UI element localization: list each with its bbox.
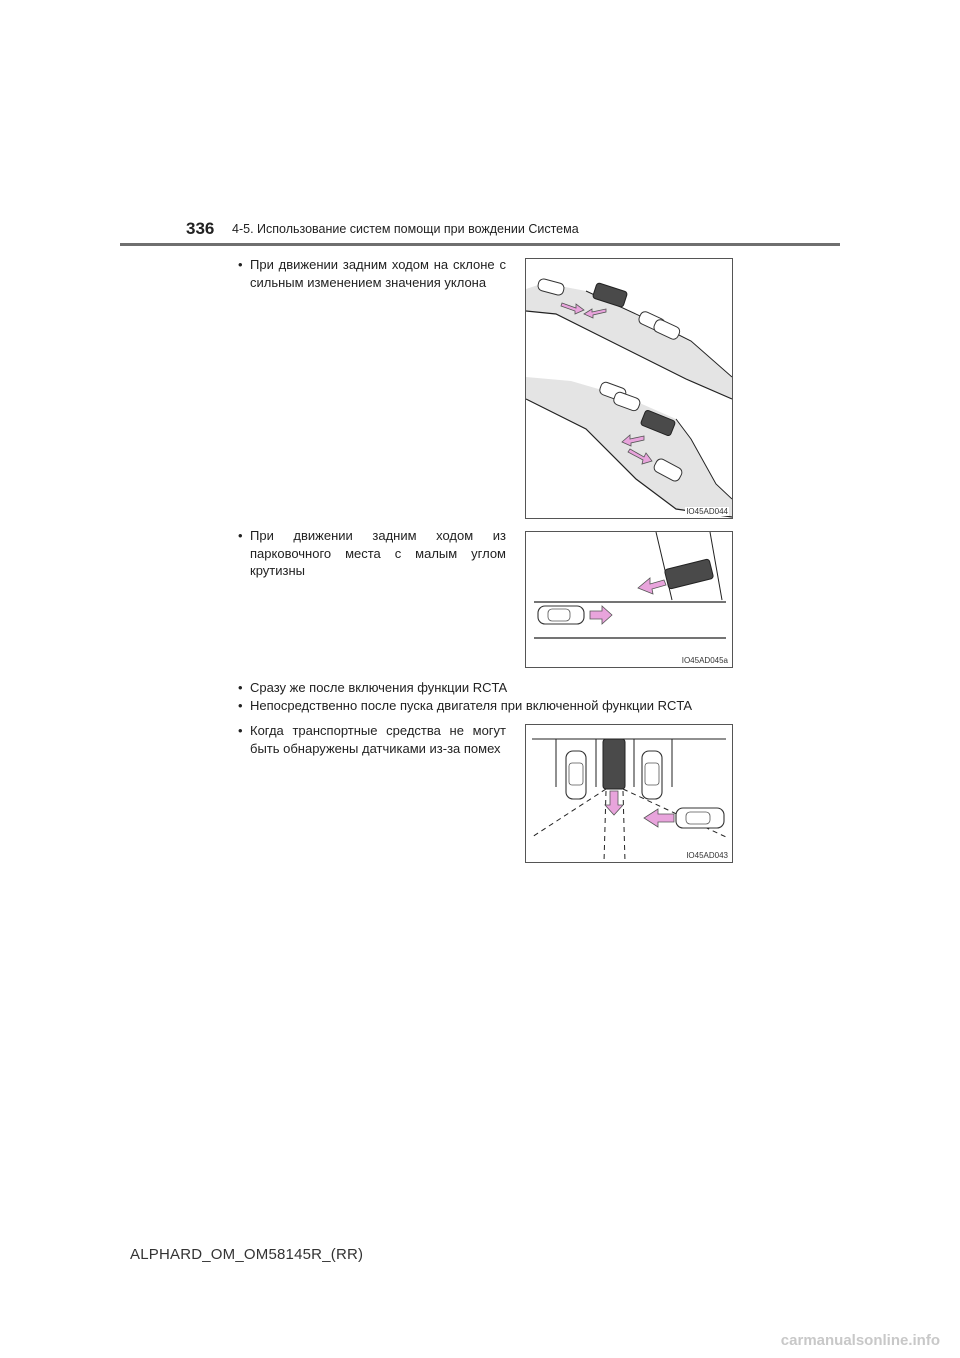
bullet-text: При движении задним ходом из парковочного места с малым углом крутизны — [250, 528, 506, 578]
slope-illustration — [526, 259, 732, 518]
figure-code: IO45AD043 — [686, 851, 728, 860]
parking-line — [710, 532, 722, 600]
figure-parking-angle — [525, 531, 733, 668]
van-icon — [664, 559, 713, 590]
bullet-marker: • — [238, 698, 243, 713]
list-item — [238, 527, 506, 580]
watermark: carmanualsonline.info — [780, 1332, 940, 1349]
bullet-text: При движении задним ходом на склоне с сильным изменением значения уклона — [250, 257, 506, 290]
pink-arrow-icon — [590, 606, 612, 624]
car-icon — [642, 751, 662, 799]
figure-code: IO45AD045a — [681, 656, 728, 665]
bullet-text: Сразу же после включения функции RCTA — [250, 680, 508, 695]
car-icon — [566, 751, 586, 799]
figure-obstructed-sensors — [525, 724, 733, 863]
bullet-marker: • — [238, 257, 243, 272]
list-item — [238, 722, 506, 757]
page-number: 336 — [186, 219, 215, 238]
van-icon — [603, 739, 625, 789]
list-item — [238, 256, 506, 291]
bullet-marker: • — [238, 528, 243, 543]
list-item — [238, 679, 728, 697]
pink-arrow-icon — [605, 791, 623, 815]
car-icon — [676, 808, 724, 828]
figure-slope — [525, 258, 733, 519]
parking-line — [656, 532, 672, 600]
list-item — [238, 697, 728, 715]
bullet-marker: • — [238, 723, 243, 738]
obstructed-sensors-illustration — [526, 725, 732, 862]
document-code: ALPHARD_OM_OM58145R_(RR) — [130, 1246, 364, 1263]
header-divider — [120, 243, 840, 246]
bullet-text: Когда транспортные средства не могут быть обнаружены датчиками из-за помех — [250, 723, 506, 756]
pink-arrow-icon — [644, 809, 674, 827]
pink-arrow-icon — [638, 578, 666, 594]
bullet-text: Непосредственно после пуска двигателя при включенной функции RCTA — [250, 698, 693, 713]
car-icon — [538, 606, 584, 624]
section-title: 4-5. Использование систем помощи при вождении Система — [232, 222, 579, 236]
parking-angle-illustration — [526, 532, 732, 667]
bullet-marker: • — [238, 680, 243, 695]
figure-code: IO45AD044 — [686, 507, 728, 516]
